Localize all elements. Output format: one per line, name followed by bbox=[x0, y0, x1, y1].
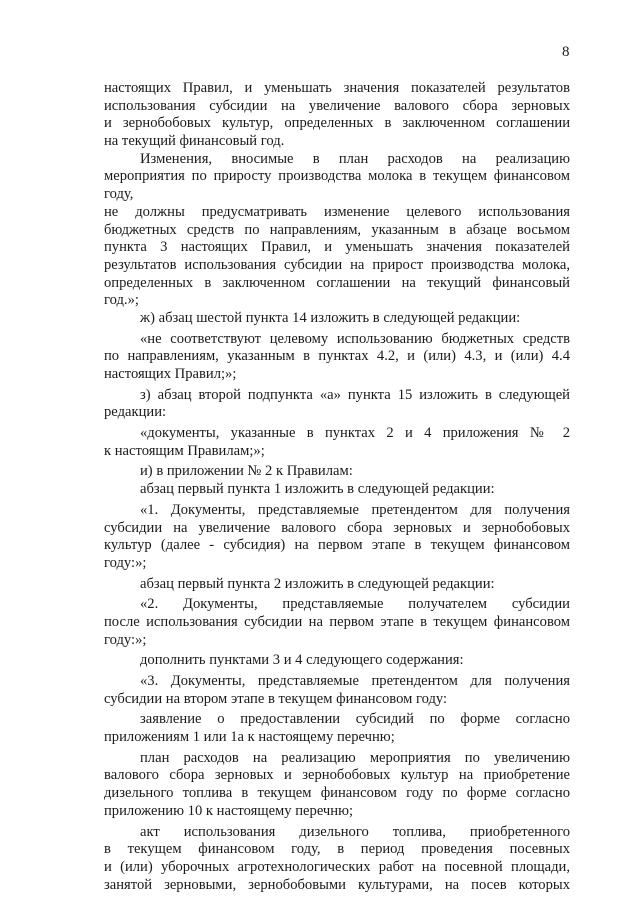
text-line: году:»; bbox=[104, 554, 147, 571]
text-line: план расходов на реализацию мероприятия по увеличению bbox=[140, 749, 570, 766]
text-line: после использования субсидии на первом этапе в текущем финансовом bbox=[104, 613, 570, 630]
text-line: занятой зерновыми, зернобобовыми культурами, на посев которых bbox=[104, 876, 570, 893]
text-line: субсидии на втором этапе в текущем финансовом году: bbox=[104, 690, 448, 707]
text-line: заявление о предоставлении субсидий по форме согласно bbox=[140, 711, 570, 728]
text-line: дизельного топлива в текущем финансовом году по форме согласно bbox=[104, 785, 570, 802]
text-line: «2. Документы, представляемые получателем субсидии bbox=[140, 596, 570, 613]
text-line: «1. Документы, представляемые претендентом для получения bbox=[140, 501, 570, 518]
text-line: пункта 3 настоящих Правил, и уменьшать значения показателей bbox=[104, 239, 570, 256]
text-line: абзац первый пункта 2 изложить в следующей редакции: bbox=[140, 575, 495, 592]
text-line: «не соответствуют целевому использованию бюджетных средств bbox=[140, 330, 570, 347]
text-line: на текущий финансовый год. bbox=[104, 133, 285, 150]
text-line: и) в приложении № 2 к Правилам: bbox=[140, 463, 353, 480]
text-line: приложениям 1 или 1а к настоящему перечню; bbox=[104, 729, 395, 746]
text-line: культур (далее - субсидия) на первом этапе в текущем финансовом bbox=[104, 537, 570, 554]
text-line: приложению 10 к настоящему перечню; bbox=[104, 802, 354, 819]
text-line: настоящих Правил;»; bbox=[104, 366, 237, 382]
text-line: в текущем финансовом году, в период проведения посевных bbox=[104, 841, 570, 858]
text-line: не должны предусматривать изменение целевого использования bbox=[104, 203, 570, 220]
text-line: мероприятия по приросту производства молока в текущем финансовом bbox=[104, 168, 570, 185]
text-line: использования субсидии на увеличение валового сбора зерновых bbox=[104, 97, 570, 114]
text-line: бюджетных средств по направлениям, указанным в абзаце восьмом bbox=[104, 221, 570, 238]
text-line: к настоящим Правилам;»; bbox=[104, 442, 265, 459]
text-line: дополнить пунктами 3 и 4 следующего содержания: bbox=[140, 652, 464, 669]
text-line: год.»; bbox=[104, 292, 139, 309]
text-line: ж) абзац шестой пункта 14 изложить в следующей редакции: bbox=[140, 309, 521, 326]
text-line: результатов использования субсидии на прирост производства молока, bbox=[104, 256, 570, 273]
text-line: з) абзац второй подпункта «а» пункта 15 изложить в следующей bbox=[140, 386, 570, 403]
text-line: году:»; bbox=[104, 631, 147, 648]
text-line: и (или) уборочных агротехнологических работ на посевной площади, bbox=[104, 858, 570, 875]
text-line: «3. Документы, представляемые претендентом для получения bbox=[140, 673, 570, 689]
text-line: определенных в заключенном соглашении на текущий финансовый bbox=[104, 274, 570, 291]
text-line: редакции: bbox=[104, 404, 167, 421]
text-line: абзац первый пункта 1 изложить в следующей редакции: bbox=[140, 481, 495, 498]
text-line: по направлениям, указанным в пунктах 4.2, и (или) 4.3, и (или) 4.4 bbox=[104, 348, 570, 365]
text-line: настоящих Правил, и уменьшать значения показателей результатов bbox=[104, 80, 570, 96]
text-line: Изменения, вносимые в план расходов на реализацию bbox=[140, 150, 570, 167]
text-line: субсидии на увеличение валового сбора зерновых и зернобобовых bbox=[104, 519, 570, 536]
text-line: «документы, указанные в пунктах 2 и 4 приложения № 2 bbox=[140, 425, 570, 442]
text-line: акт использования дизельного топлива, приобретенного bbox=[140, 823, 570, 840]
text-line: валового сбора зерновых и зернобобовых культур на приобретение bbox=[104, 767, 570, 784]
text-line: году, bbox=[104, 186, 134, 203]
text-line: и зернобобовых культур, определенных в заключенном соглашении bbox=[104, 115, 570, 132]
page-number: 8 bbox=[562, 44, 570, 60]
document-body bbox=[104, 80, 570, 894]
